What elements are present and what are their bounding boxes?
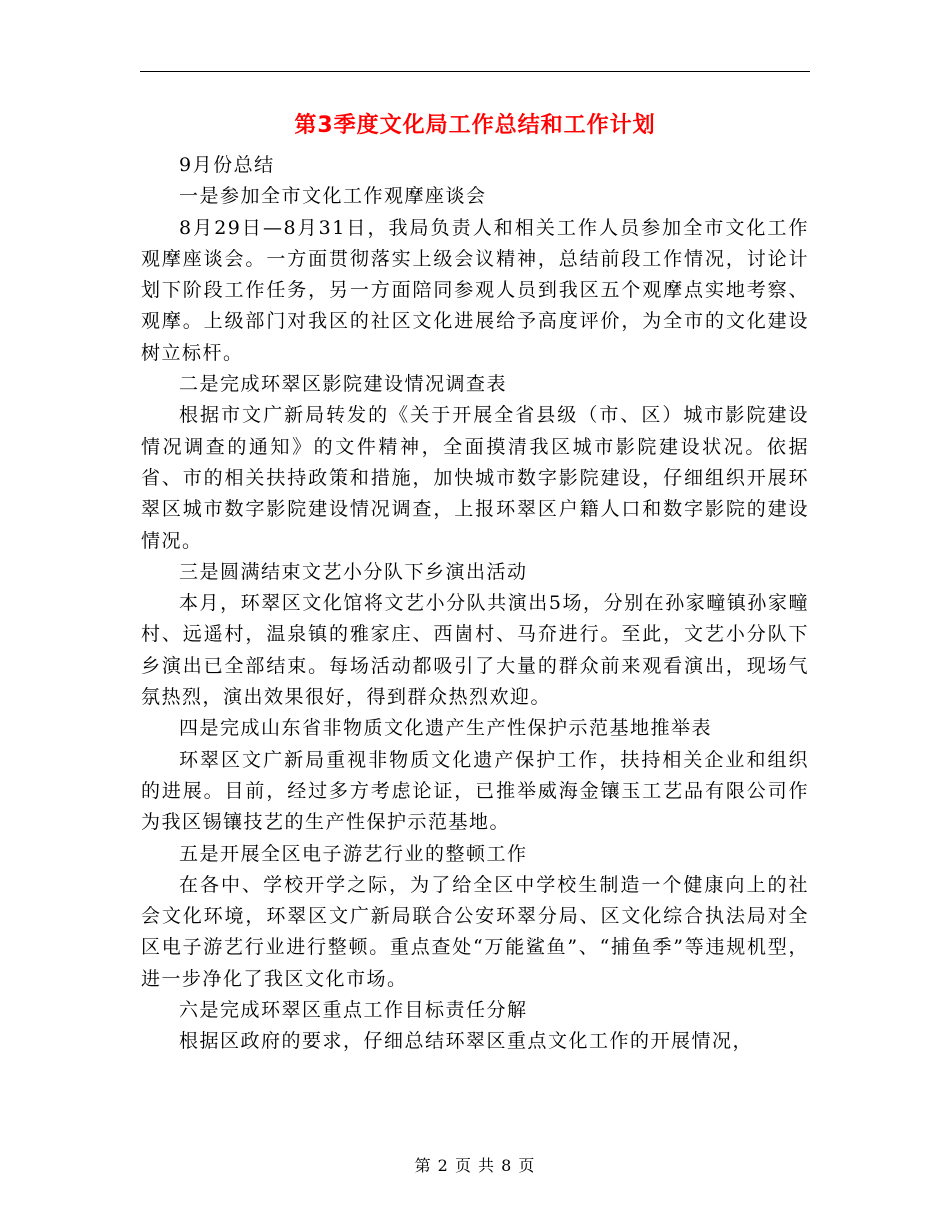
paragraph: 三是圆满结束文艺小分队下乡演出活动 xyxy=(179,560,528,583)
paragraph: 9月份总结 xyxy=(179,154,275,176)
paragraph: 在各中、学校开学之际，为了给全区中学校生制造一个健康向上的社会文化环境，环翠区文广新局联合公安环翠分局、区文化综合执法局对全区电子游艺行业进行整顿。重点查处“万能鲨鱼”、“捕鱼季”等违规机型，进一步净化了我区文化市场。 xyxy=(141,873,809,990)
paragraph: 环翠区文广新局重视非物质文化遗产保护工作，扶持相关企业和组织的进展。目前，经过多方考虑论证，已推举威海金镶玉工艺品有限公司作为我区锡镶技艺的生产性保护示范基地。 xyxy=(141,748,809,834)
paragraph: 五是开展全区电子游艺行业的整顿工作 xyxy=(179,842,528,865)
paragraph: 根据区政府的要求，仔细总结环翠区重点文化工作的开展情况， xyxy=(179,1030,754,1053)
paragraph: 本月，环翠区文化馆将文艺小分队共演出5场，分别在孙家疃镇孙家疃村、远遥村，温泉镇的雅家庄、西崮村、马夼进行。至此，文艺小分队下乡演出已全部结束。每场活动都吸引了大量的群众前来观看演出，现场气氛热烈，演出效果很好，得到群众热烈欢迎。 xyxy=(141,592,809,709)
document-title: 第3季度文化局工作总结和工作计划 xyxy=(294,113,656,138)
document-body xyxy=(141,150,809,1058)
paragraph: 根据市文广新局转发的《关于开展全省县级（市、区）城市影院建设情况调查的通知》的文件精神，全面摸清我区城市影院建设状况。依据省、市的相关扶持政策和措施，加快城市数字影院建设，仔细组织开展环翠区城市数字影院建设情况调查，上报环翠区户籍人口和数字影院的建设情况。 xyxy=(141,404,809,552)
paragraph: 8月29日—8月31日，我局负责人和相关工作人员参加全市文化工作观摩座谈会。一方面贯彻落实上级会议精神，总结前段工作情况，讨论计划下阶段工作任务，另一方面陪同参观人员到我区五个观摩点实地考察、观摩。上级部门对我区的社区文化进展给予高度评价，为全市的文化建设树立标杆。 xyxy=(141,216,809,364)
paragraph: 一是参加全市文化工作观摩座谈会 xyxy=(179,185,487,208)
paragraph: 六是完成环翠区重点工作目标责任分解 xyxy=(179,999,528,1022)
header-rule xyxy=(140,71,810,72)
paragraph: 二是完成环翠区影院建设情况调查表 xyxy=(179,373,508,396)
page-number-footer: 第 2 页 共 8 页 xyxy=(414,1156,536,1175)
paragraph: 四是完成山东省非物质文化遗产生产性保护示范基地推举表 xyxy=(179,717,713,740)
